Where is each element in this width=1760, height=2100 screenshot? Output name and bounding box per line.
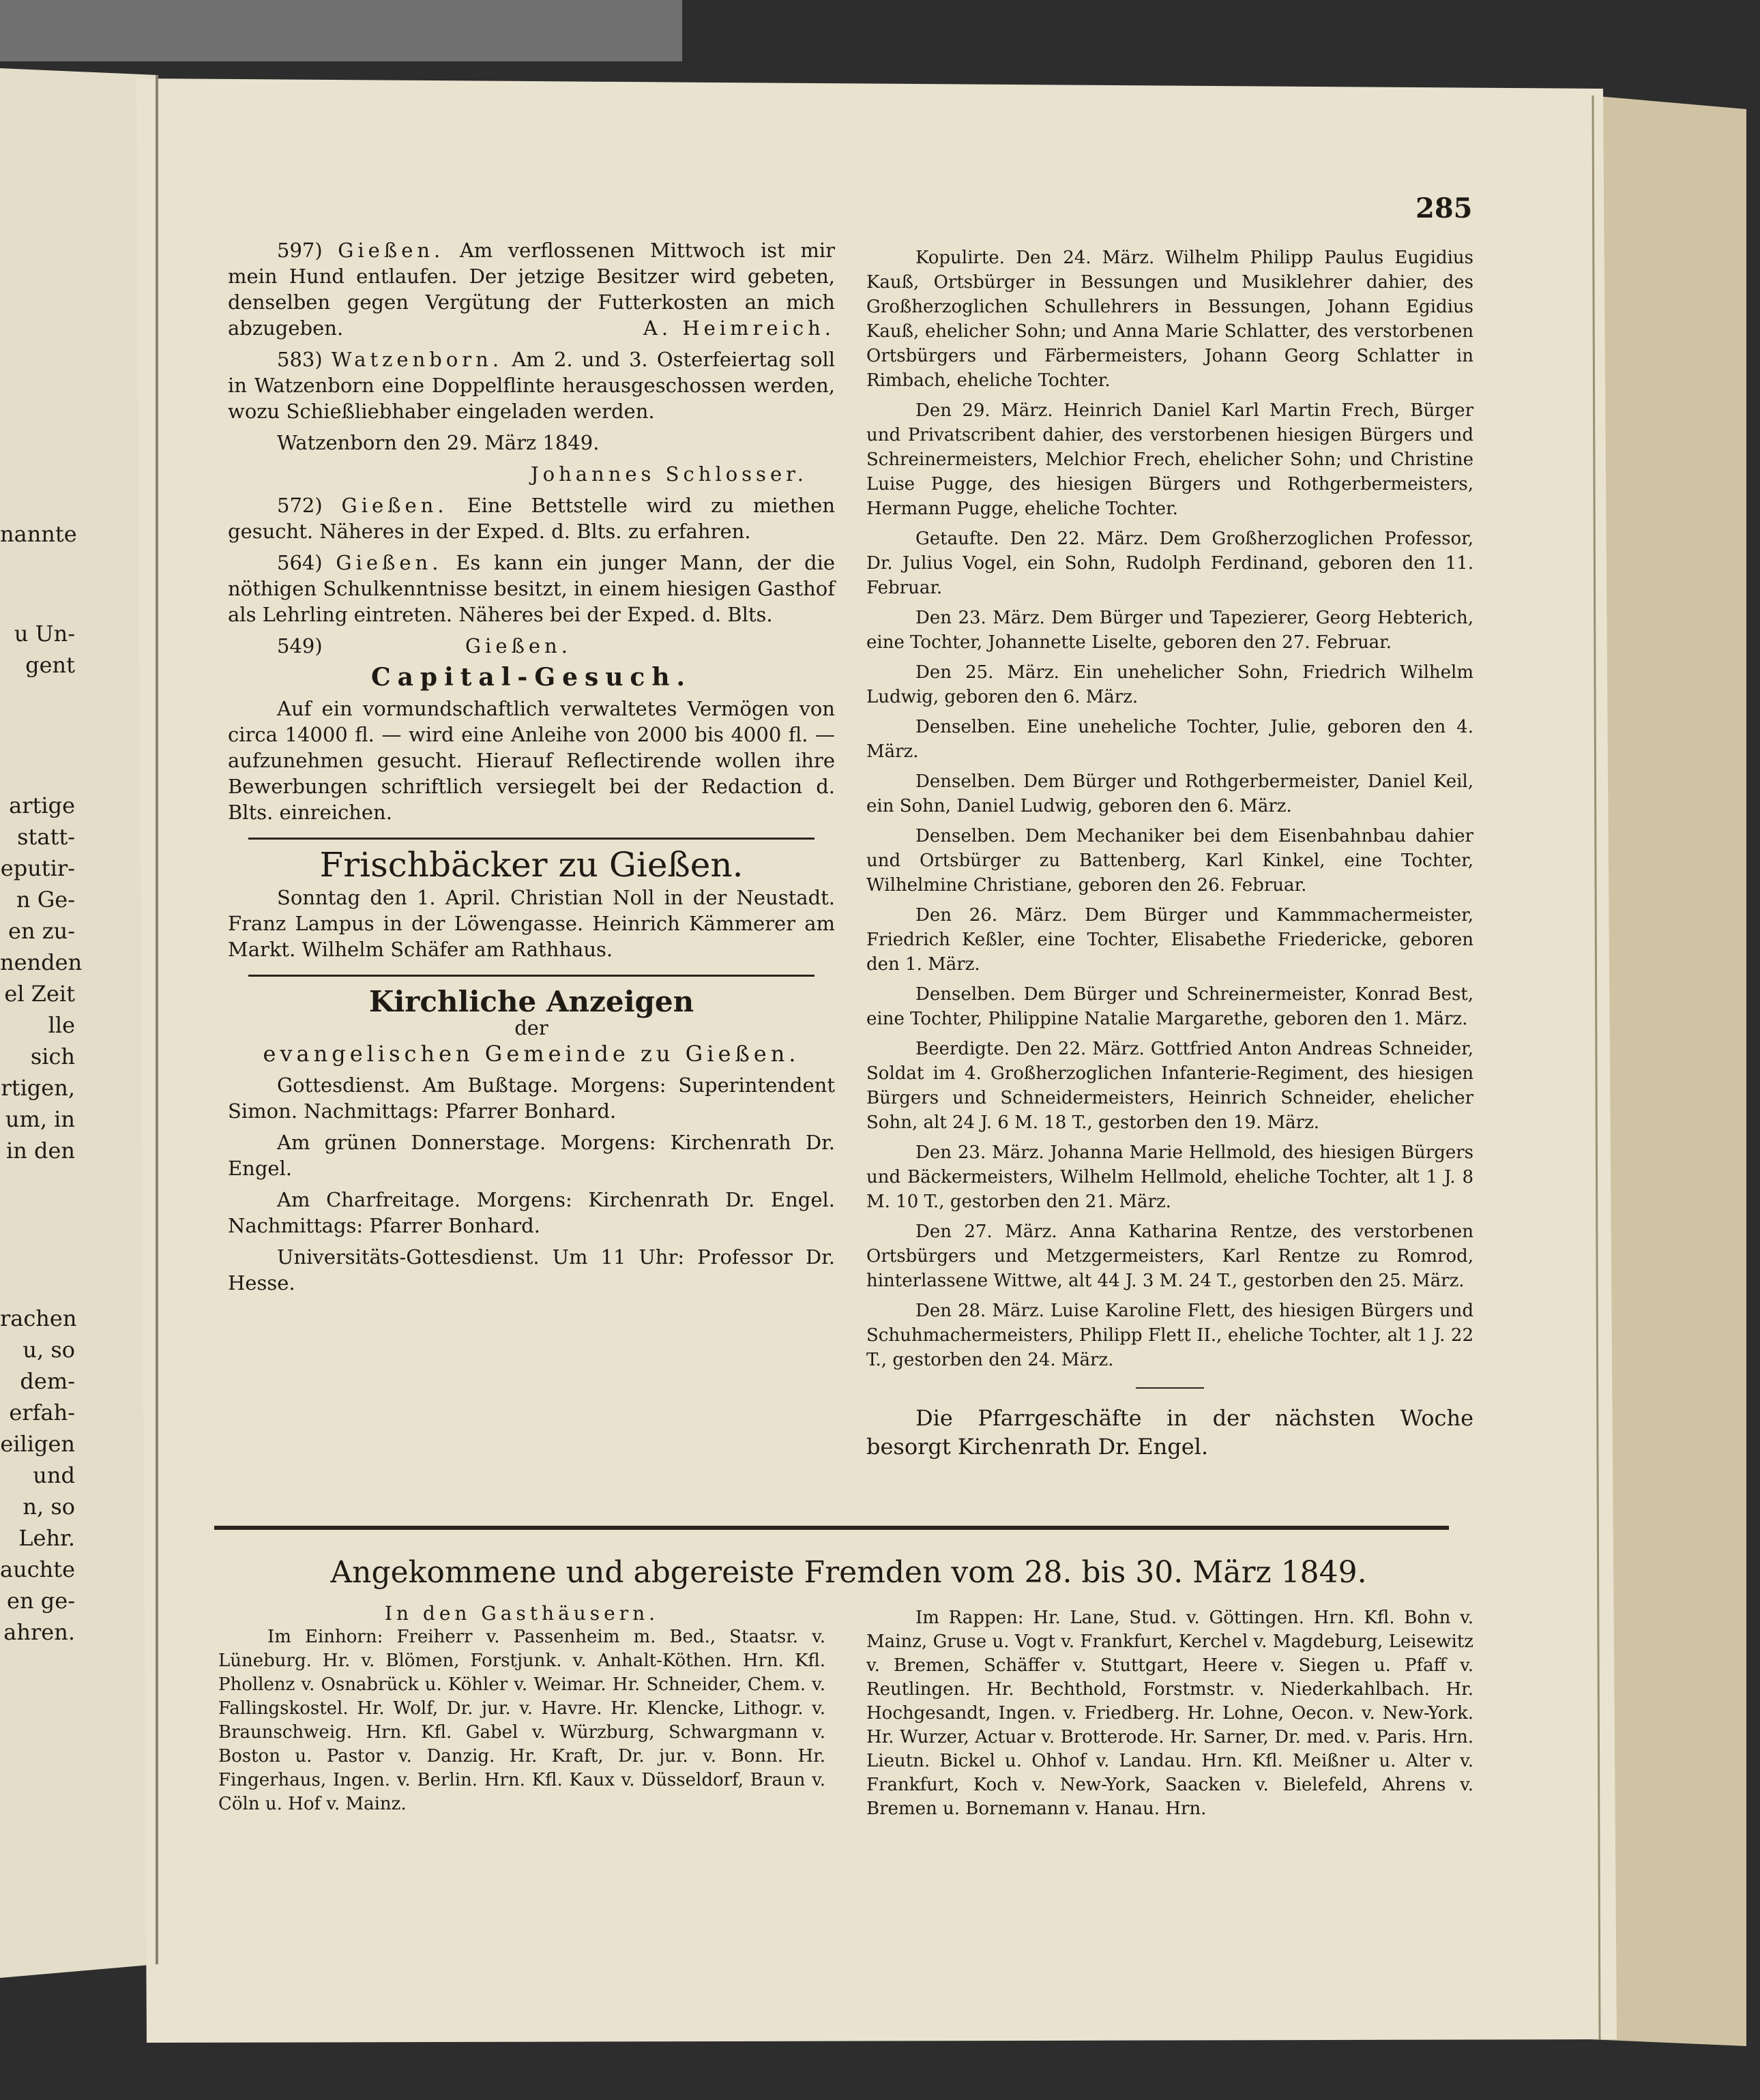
margin-fragment: ahren. <box>3 1619 75 1645</box>
margin-fragment: en ge- <box>7 1588 75 1614</box>
pastor-note: Die Pfarrgeschäfte in der nächsten Woche besorgt Kirchenrath Dr. Engel. <box>866 1405 1473 1460</box>
ad-place: Gießen. <box>338 239 445 262</box>
ad-body: Eine Bettstelle wird zu miethen gesucht. Näheres in der Exped. d. Blts. zu erfahren. <box>228 494 836 543</box>
ad-heading: Capital-Gesuch. <box>370 663 692 692</box>
ad-place: Gießen. <box>336 551 443 574</box>
divider <box>248 838 815 840</box>
strangers-left-column <box>218 1601 825 1816</box>
ad-date: Watzenborn den 29. März 1849. <box>277 431 600 454</box>
ad-place: Gießen. <box>465 634 572 657</box>
ad-signature: A. Heimreich. <box>643 316 835 340</box>
strangers-right-column <box>866 1606 1473 1821</box>
ad-body: Auf ein vormundschaftlich verwaltetes Vermögen von circa 14000 fl. — wird eine Anleihe von 2000 bis 4000 fl. — aufzunehmen gesucht. Hierauf Reflectirende wollen ihre Bewerbungen schriftlich versiegelt bei der Redaction d. Blts. einreichen. <box>228 697 835 824</box>
church-line: Am Charfreitage. Morgens: Kirchenrath Dr. Engel. Nachmittags: Pfarrer Bonhard. <box>228 1188 835 1237</box>
ad-564 <box>228 550 835 627</box>
ad-body: Es kann ein junger Mann, der die nöthigen Schulkenntnisse besitzt, in einem hiesigen Gasthof als Lehrling eintreten. Näheres bei der Exped. d. Blts. <box>228 551 836 626</box>
margin-fragment: in den <box>5 1138 75 1164</box>
page-number: 285 <box>1416 192 1473 224</box>
divider <box>248 975 815 977</box>
margin-fragment: statt- <box>17 824 75 850</box>
ad-place: Watzenborn. <box>331 348 503 371</box>
margin-fragment: eiligen <box>0 1431 75 1457</box>
ad-body: Am 2. und 3. Osterfeiertag soll in Watzenborn eine Doppelflinte herausgeschossen werden, wozu Schießliebhaber eingeladen werden. <box>228 348 836 423</box>
margin-fragment: n Ge- <box>16 887 75 913</box>
ad-number: 583) <box>277 348 323 371</box>
ad-572 <box>228 492 835 544</box>
margin-fragment: artige <box>9 793 75 818</box>
church-sub1: der <box>514 1016 548 1039</box>
register-entry: Den 23. März. Dem Bürger und Tapezierer, Georg Hebterich, eine Tochter, Johannette Liselte, geboren den 27. Februar. <box>866 608 1473 653</box>
margin-fragment: nannte <box>0 521 77 547</box>
margin-fragment: gent <box>25 652 75 678</box>
margin-fragment: Lehr. <box>18 1525 75 1551</box>
margin-fragment: u Un- <box>14 621 75 647</box>
register-entry: Getaufte. Den 22. März. Dem Großherzoglichen Professor, Dr. Julius Vogel, ein Sohn, Rudolph Ferdinand, geboren den 11. Februar. <box>866 529 1473 598</box>
strangers-subhead: In den Gasthäusern. <box>384 1602 660 1625</box>
register-entry: Denselben. Dem Bürger und Schreinermeister, Konrad Best, eine Tochter, Philippine Natalie Margarethe, geboren den 1. März. <box>866 984 1473 1029</box>
section-rule <box>214 1526 1449 1530</box>
register-entry: Den 26. März. Dem Bürger und Kammmachermeister, Friedrich Keßler, eine Tochter, Elisabethe Friedericke, geboren den 1. März. <box>866 905 1473 975</box>
strangers-list: Im Einhorn: Freiherr v. Passenheim m. Bed., Staatsr. v. Lüneburg. Hr. v. Blömen, Forstjunk. v. Anhalt-Köthen. Hrn. Kfl. Phollenz v. Osnabrück u. Köhler v. Weimar. Hr. Schneider, Chem. v. Fallingskostel. Hr. Wolf, Dr. jur. v. Havre. Hr. Klencke, Lithogr. v. Braunschweig. Hrn. Kfl. Gabel v. Würzburg, Schwargmann v. Boston u. Pastor v. Danzig. Hr. Kraft, Dr. jur. v. Bonn. Hr. Fingerhaus, Ingen. v. Berlin. Hrn. Kfl. Kaux v. Düsseldorf, Braun v. Cöln u. Hof v. Mainz. <box>218 1627 825 1814</box>
margin-fragment: nenden <box>0 949 83 975</box>
church-line: Am grünen Donnerstage. Morgens: Kirchenrath Dr. Engel. <box>228 1131 835 1180</box>
ad-number: 549) <box>277 634 323 657</box>
divider <box>1136 1387 1204 1389</box>
margin-fragment: n, so <box>23 1494 75 1520</box>
register-entry: Den 25. März. Ein unehelicher Sohn, Friedrich Wilhelm Ludwig, geboren den 6. März. <box>866 662 1473 707</box>
margin-fragment: eputir- <box>0 855 75 881</box>
right-column <box>866 246 1473 1466</box>
register-entry: Den 28. März. Luise Karoline Flett, des hiesigen Bürgers und Schuhmachermeisters, Philipp Flett II., eheliche Tochter, alt 1 J. 22 T., gestorben den 24. März. <box>866 1301 1473 1370</box>
register-entry: Denselben. Eine uneheliche Tochter, Julie, geboren den 4. März. <box>866 717 1473 762</box>
ad-number: 572) <box>277 494 323 517</box>
register-entry: Kopulirte. Den 24. März. Wilhelm Philipp Paulus Eugidius Kauß, Ortsbürger in Bessungen und Musiklehrer dahier, des Großherzoglichen Schullehrers in Bessungen, Johann Egidius Kauß, ehelicher Sohn; und Anna Marie Schlatter, des verstorbenen Ortsbürgers und Färbermeisters, Johann Georg Schlatter in Rimbach, eheliche Tochter. <box>866 248 1473 391</box>
strangers-list: Im Rappen: Hr. Lane, Stud. v. Göttingen. Hrn. Kfl. Bohn v. Mainz, Gruse u. Vogt v. Frankfurt, Kerchel v. Magdeburg, Leisewitz v. Bremen, Schäffer v. Stuttgart, Heere v. Siegen u. Pfaff v. Reutlingen. Hr. Bechthold, Forstmstr. v. Niederkahlbach. Hr. Hochgesandt, Ingen. v. Friedberg. Hr. Lohne, Oecon. v. New-York. Hr. Wurzer, Actuar v. Brotterode. Hr. Sarner, Dr. med. v. Paris. Hrn. Lieutn. Bickel u. Ohhof v. Landau. Hrn. Kfl. Meißner u. Alter v. Frankfurt, Koch v. New-York, Saacken v. Bielefeld, Ahrens v. Bremen u. Bornemann v. Hanau. Hrn. <box>866 1608 1473 1819</box>
margin-fragment: dem- <box>20 1368 75 1394</box>
margin-fragment: el Zeit <box>4 981 75 1007</box>
register-entry: Denselben. Dem Mechaniker bei dem Eisenbahnbau dahier und Ortsbürger zu Battenberg, Karl Kinkel, eine Tochter, Wilhelmine Christiane, geboren den 26. Februar. <box>866 826 1473 896</box>
church-heading: Kirchliche Anzeigen <box>368 985 694 1018</box>
margin-fragment: und <box>33 1462 75 1488</box>
register-entry: Den 27. März. Anna Katharina Rentze, des verstorbenen Ortsbürgers und Metzgermeisters, Karl Rentze zu Romrod, hinterlassene Wittwe, alt 44 J. 3 M. 24 T., gestorben den 25. März. <box>866 1222 1473 1291</box>
margin-fragment: auchte <box>0 1556 76 1582</box>
register-entry: Denselben. Dem Bürger und Rothgerbermeister, Daniel Keil, ein Sohn, Daniel Ludwig, geboren den 6. März. <box>866 771 1473 816</box>
margin-fragment: en zu- <box>8 918 75 944</box>
margin-fragment: rtigen, <box>1 1075 75 1101</box>
left-margin-fragments <box>0 518 83 1648</box>
ad-number: 597) <box>277 239 323 262</box>
register-entry: Den 29. März. Heinrich Daniel Karl Martin Frech, Bürger und Privatscribent dahier, des verstorbenen hiesigen Bürgers und Schreinermeisters, Melchior Frech, ehelicher Sohn; und Christine Luise Pugge, des hiesigen Bürgers und Rothgerbermeisters, Hermann Pugge, eheliche Tochter. <box>866 400 1473 519</box>
ad-597 <box>228 237 835 341</box>
strangers-heading: Angekommene und abgereiste Fremden vom 28. bis 30. März 1849. <box>330 1555 1367 1590</box>
ad-583 <box>228 346 835 424</box>
register-entry: Beerdigte. Den 22. März. Gottfried Anton Andreas Schneider, Soldat im 4. Großherzoglichen Infanterie-Regiment, des hiesigen Bürgers und Schneidermeisters, Heinrich Schneider, ehelicher Sohn, alt 24 J. 6 M. 18 T., gestorben den 19. März. <box>866 1039 1473 1133</box>
church-line: Gottesdienst. Am Bußtage. Morgens: Superintendent Simon. Nachmittags: Pfarrer Bonhard. <box>228 1074 835 1123</box>
margin-fragment: um, in <box>5 1106 75 1132</box>
bakers-body: Sonntag den 1. April. Christian Noll in der Neustadt. Franz Lampus in der Löwengasse. Heinrich Kämmerer am Markt. Wilhelm Schäfer am Rathhaus. <box>228 886 835 961</box>
ad-number: 564) <box>277 551 323 574</box>
ad-body: Am verflossenen Mittwoch ist mir mein Hund entlaufen. Der jetzige Besitzer wird gebeten, denselben gegen Vergütung der Futterkosten an mich abzugeben. <box>228 239 835 340</box>
margin-fragment: rachen <box>0 1305 77 1331</box>
church-line: Universitäts-Gottesdienst. Um 11 Uhr: Professor Dr. Hesse. <box>228 1245 835 1295</box>
margin-fragment: u, so <box>23 1337 75 1363</box>
church-sub2: evangelischen Gemeinde zu Gießen. <box>263 1041 800 1067</box>
ad-place: Gießen. <box>341 494 448 517</box>
margin-fragment: lle sich <box>30 1012 75 1069</box>
register-entry: Den 23. März. Johanna Marie Hellmold, des hiesigen Bürgers und Bäckermeisters, Wilhelm Hellmold, eheliche Tochter, alt 1 J. 8 M. 10 T., gestorben den 21. März. <box>866 1142 1473 1212</box>
ad-549 <box>228 633 835 659</box>
ad-signature: Johannes Schlosser. <box>530 462 808 486</box>
left-column <box>228 237 835 1301</box>
bakers-heading: Frischbäcker zu Gießen. <box>319 845 744 885</box>
margin-fragment: erfah- <box>9 1400 75 1425</box>
